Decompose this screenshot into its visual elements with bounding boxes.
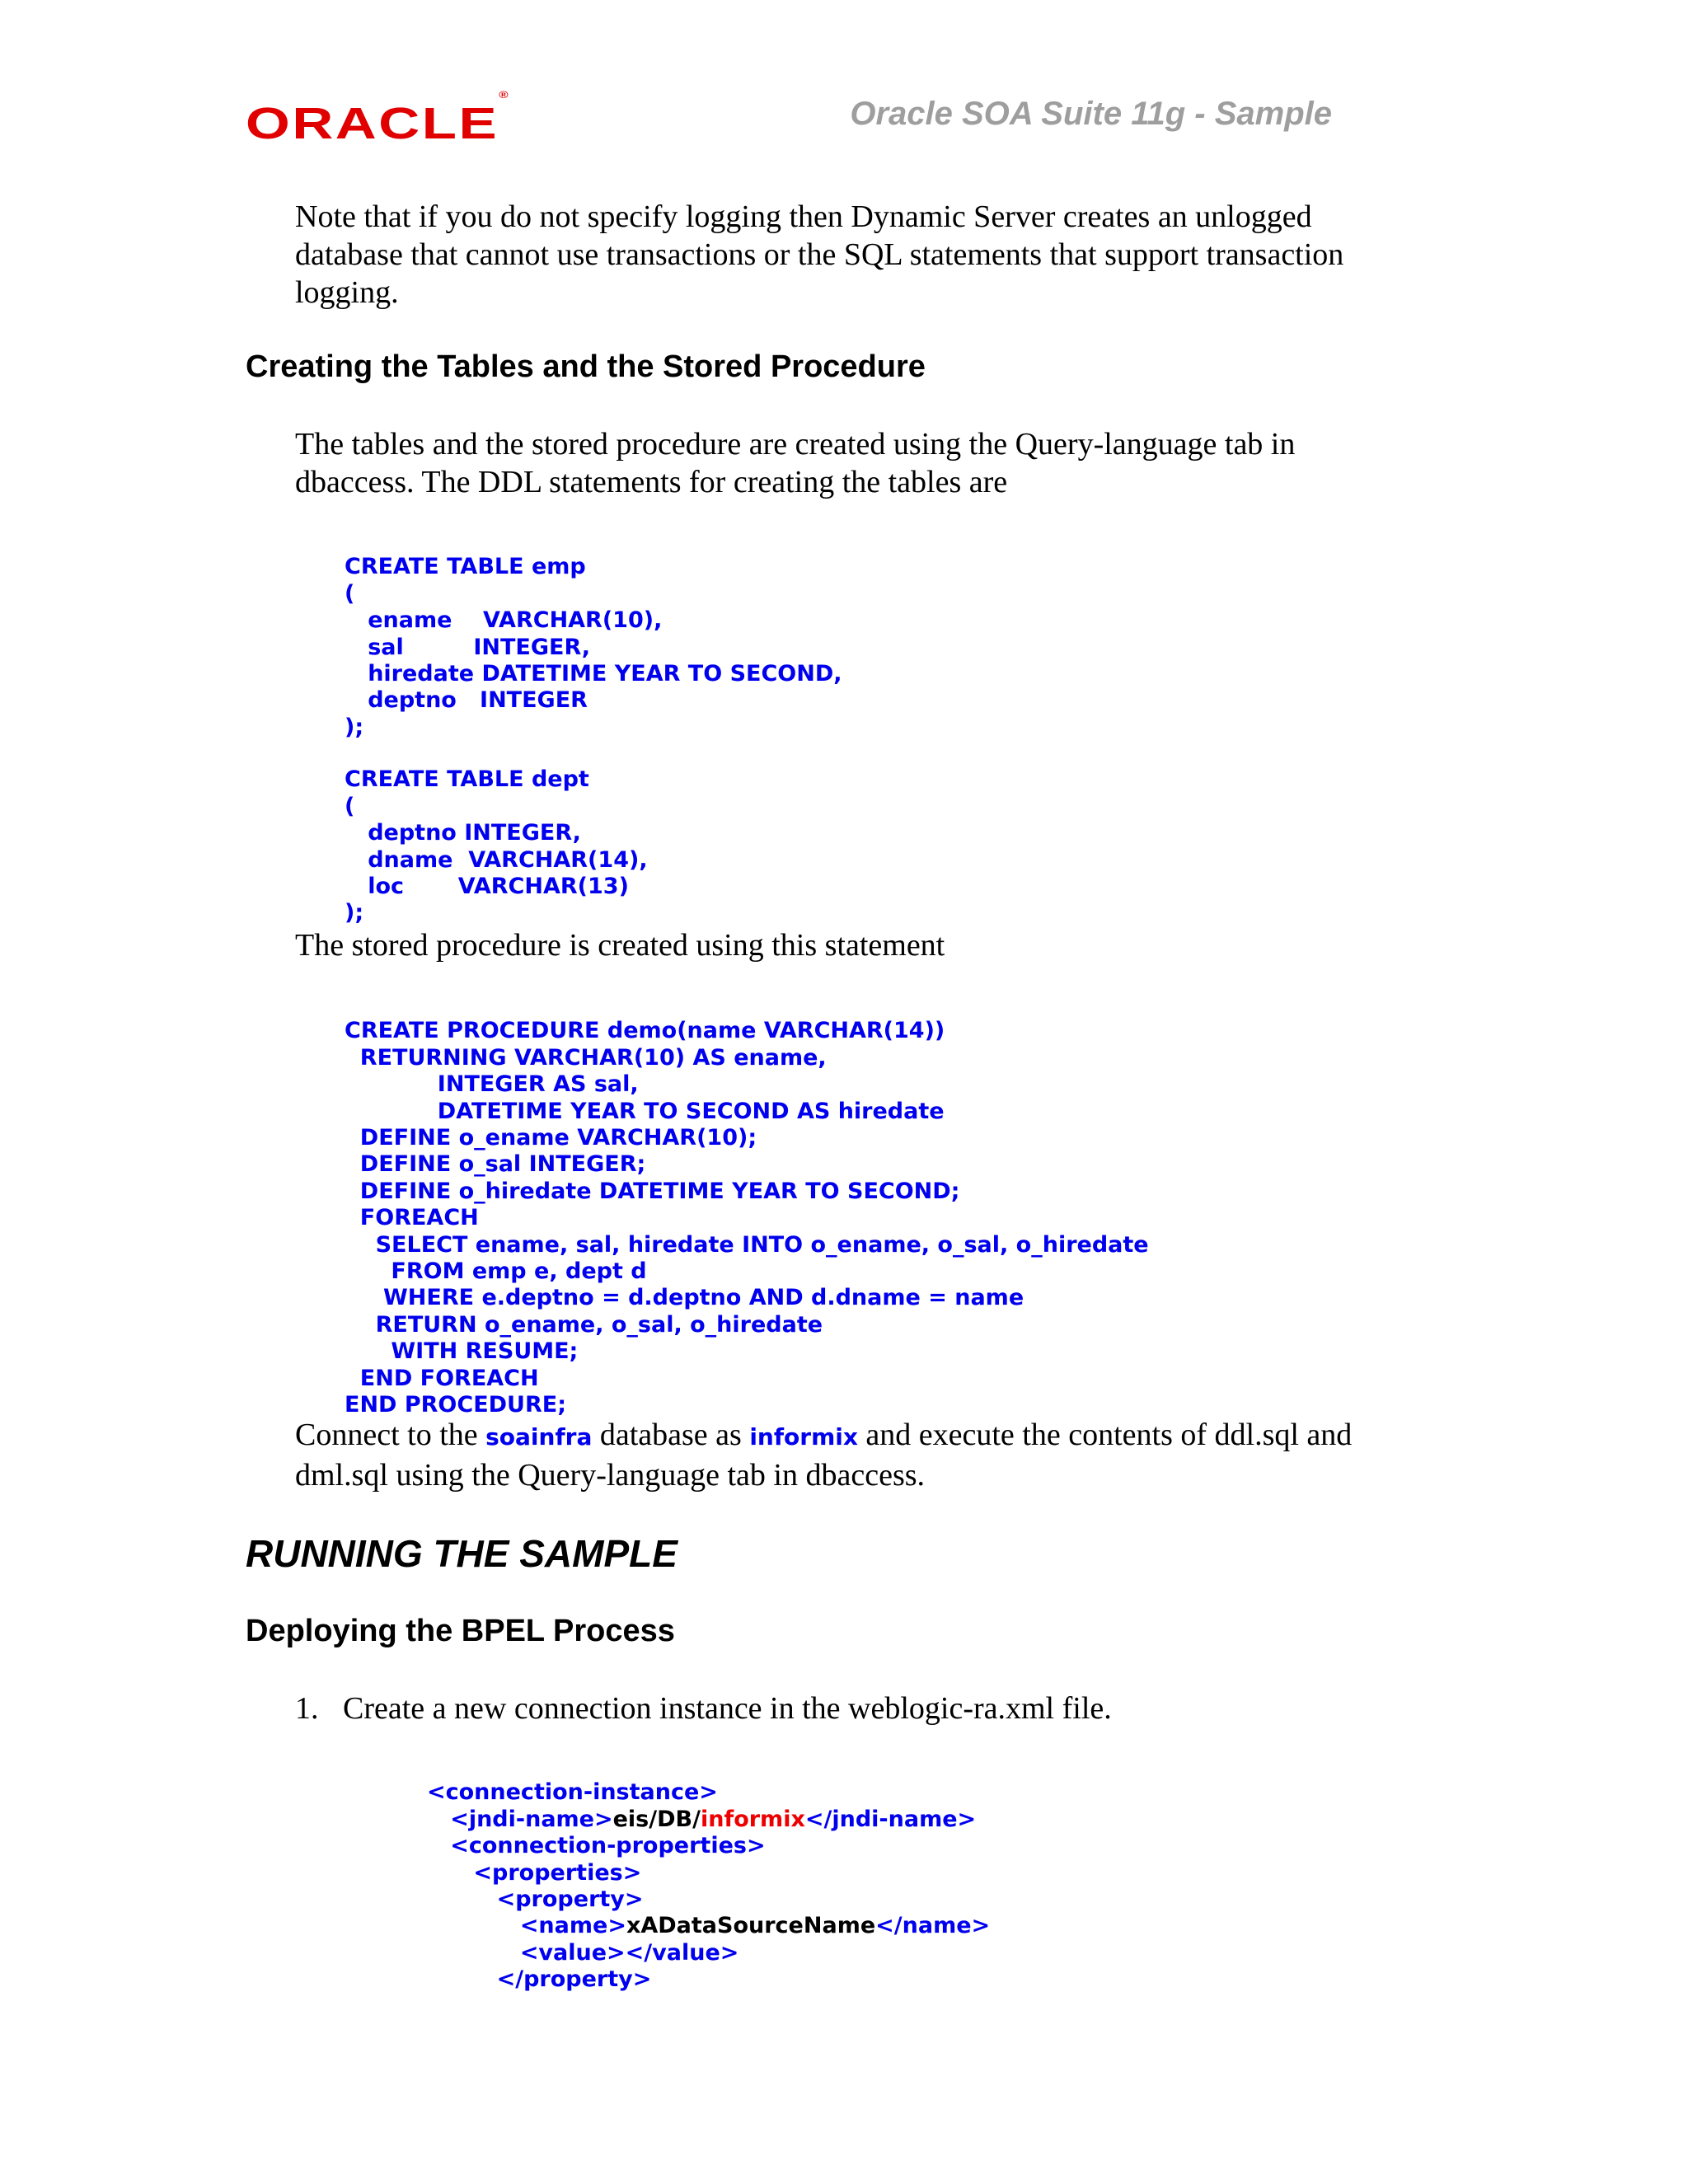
registered-mark: ® [499, 89, 509, 101]
code-line: CREATE PROCEDURE demo(name VARCHAR(14)) [345, 1018, 945, 1044]
code-line: DATETIME YEAR TO SECOND AS hiredate [345, 1098, 945, 1124]
connect-text-2: database as [592, 1418, 750, 1452]
code-line: WITH RESUME; [345, 1338, 579, 1365]
connect-paragraph [295, 1416, 1352, 1494]
text-line: logging. [295, 275, 399, 310]
connect-text-3: and execute the contents of ddl.sql and [857, 1418, 1353, 1452]
document-header-title: Oracle SOA Suite 11g - Sample [850, 96, 1332, 132]
code-line: hiredate DATETIME YEAR TO SECOND, [345, 661, 842, 687]
text-line: dbaccess. The DDL statements for creating the tables are [295, 465, 1008, 499]
code-block-create-emp [345, 527, 842, 768]
code-line: DEFINE o_ename VARCHAR(10); [345, 1125, 757, 1151]
intro-paragraph [295, 198, 1343, 312]
code-line: ( [345, 793, 355, 819]
code-block-create-procedure [345, 991, 1149, 1446]
code-line [427, 1833, 990, 1859]
code-line: INTEGER AS sal, [345, 1071, 639, 1098]
xml-tag: <properties> [473, 1859, 642, 1886]
tables-paragraph [295, 425, 1295, 501]
code-line: DEFINE o_sal INTEGER; [345, 1151, 646, 1178]
xml-tag: <name> [519, 1913, 626, 1939]
xml-tag: <jndi-name> [450, 1806, 613, 1832]
code-line: END FOREACH [345, 1365, 539, 1391]
subheading-deploying: Deploying the BPEL Process [246, 1614, 675, 1648]
procedure-intro-text: The stored procedure is created using this statement [295, 928, 945, 963]
code-line: FROM emp e, dept d [345, 1258, 647, 1285]
section-heading-running: RUNNING THE SAMPLE [246, 1532, 678, 1575]
xml-highlight: informix [700, 1806, 805, 1832]
xml-tag: <value></value> [519, 1939, 739, 1966]
code-line [427, 1913, 990, 1939]
text-line [295, 1416, 1352, 1456]
code-block-create-dept [345, 740, 648, 954]
code-line: END PROCEDURE; [345, 1392, 567, 1418]
step-1 [295, 1690, 1112, 1727]
logo-text: ORACLE [246, 99, 499, 148]
code-line [427, 1860, 990, 1886]
code-line: <connection-instance> [427, 1779, 718, 1806]
code-line [427, 1886, 990, 1913]
xml-tag: <connection-properties> [450, 1833, 766, 1859]
text-line: The tables and the stored procedure are created using the Query-language tab in [295, 427, 1296, 462]
code-line: sal INTEGER, [345, 634, 591, 660]
user-name: informix [749, 1423, 858, 1451]
xml-tag: </name> [875, 1913, 991, 1939]
database-name: soainfra [485, 1423, 593, 1451]
xml-tag: </jndi-name> [804, 1806, 977, 1832]
code-line: CREATE TABLE dept [345, 766, 589, 793]
code-line: dname VARCHAR(14), [345, 846, 648, 873]
code-line: SELECT ename, sal, hiredate INTO o_ename, o_sal, o_hiredate [345, 1231, 1149, 1258]
xml-tag: </property> [496, 1966, 652, 1993]
xml-text: eis/DB/ [612, 1806, 701, 1832]
code-line: RETURNING VARCHAR(10) AS ename, [345, 1044, 827, 1071]
code-line: ); [345, 900, 364, 926]
code-line: deptno INTEGER, [345, 820, 581, 846]
code-line [427, 1807, 990, 1833]
section-heading-tables: Creating the Tables and the Stored Procedure [246, 349, 926, 384]
connect-text-1: Connect to the [295, 1418, 486, 1452]
code-line [427, 1966, 990, 1993]
code-line: ); [345, 714, 364, 740]
code-line: DEFINE o_hiredate DATETIME YEAR TO SECOND; [345, 1178, 960, 1204]
code-block-weblogic-ra-xml [427, 1753, 990, 2020]
step-number: 1. [295, 1691, 319, 1726]
code-line: deptno INTEGER [345, 687, 588, 714]
text-line: database that cannot use transactions or the SQL statements that support transaction [295, 237, 1344, 272]
text-line: Note that if you do not specify logging then Dynamic Server creates an unlogged [295, 199, 1312, 234]
code-line: RETURN o_ename, o_sal, o_hiredate [345, 1311, 823, 1338]
code-line: loc VARCHAR(13) [345, 874, 629, 900]
oracle-logo [246, 89, 509, 148]
step-text: Create a new connection instance in the weblogic-ra.xml file. [343, 1691, 1112, 1726]
xml-tag: <property> [496, 1886, 644, 1913]
code-line: ( [345, 580, 355, 607]
code-line: CREATE TABLE emp [345, 554, 586, 580]
code-line: FOREACH [345, 1205, 479, 1231]
text-line: dml.sql using the Query-language tab in dbaccess. [295, 1458, 926, 1493]
code-line: ename VARCHAR(10), [345, 607, 663, 634]
code-line: WHERE e.deptno = d.deptno AND d.dname = name [345, 1285, 1025, 1311]
xml-text: xADataSourceName [626, 1913, 876, 1939]
code-line [427, 1940, 990, 1966]
